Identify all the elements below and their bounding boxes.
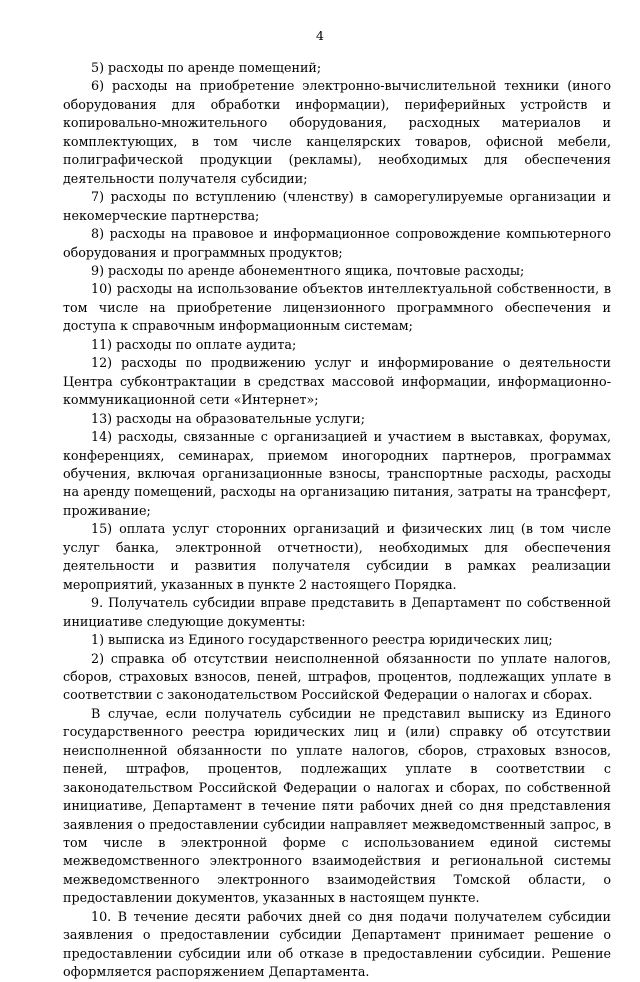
paragraph-item-15: 15) оплата услуг сторонних организаций и физических лиц (в том числе услуг банка, электронной отчетности), необходимых для обеспечения деятельности и развития получателя субсидии в рамках реализации мероприятий, указанных в пункте 2 настоящего Порядка. (63, 521, 611, 592)
paragraph-doc-2: 2) справка об отсутствии неисполненной обязанности по уплате налогов, сборов, страховых взносов, пеней, штрафов, процентов, подлежащих уплате в соответствии с законодательством Российской Федерации о налогах и сборах. (63, 650, 611, 703)
paragraph-item-10: 10) расходы на использование объектов интеллектуальной собственности, в том числе на приобретение лицензионного программного обеспечения и доступа к справочным информационным системам; (63, 281, 611, 334)
paragraph-item-7: 7) расходы по вступлению (членству) в саморегулируемые организации и некомерческие партнерства; (63, 189, 611, 223)
paragraph-doc-1: 1) выписка из Единого государственного реестра юридических лиц; (91, 632, 553, 648)
paragraph-clause-10: 10. В течение десяти рабочих дней со дня подачи получателем субсидии заявления о предоставлении субсидии Департамент принимает решение о предоставлении субсидии или об отказе в предоставлении субсидии. Решение оформляется распоряжением Департамента. (63, 908, 611, 980)
page-number: 4 (316, 28, 324, 43)
paragraph-item-11: 11) расходы по оплате аудита; (91, 336, 297, 352)
paragraph-item-14: 14) расходы, связанные с организацией и участием в выставках, форумах, конференциях, семинарах, приемом иногородних партнеров, программах обучения, включая организационные взносы, транспортные расходы, расходы на аренду помещений, расходы на организацию питания, затраты на трансферт, проживание; (63, 429, 611, 518)
document-body (63, 59, 611, 982)
paragraph-item-13: 13) расходы на образовательные услуги; (91, 410, 366, 426)
paragraph-item-12: 12) расходы по продвижению услуг и информирование о деятельности Центра субконтрактации в средствах массовой информации, информационно-коммуникационной сети «Интернет»; (63, 355, 611, 408)
paragraph-interagency-request: В случае, если получатель субсидии не представил выписку из Единого государственного реестра юридических лиц и (или) справку об отсутствии неисполненной обязанности по уплате налогов, сборов, страховых взносов, пеней, штрафов, процентов, подлежащих уплате в соответствии с законодательством Российской Федерации о налогах и сборах, по собственной инициативе, Департамент в течение пяти рабочих дней со дня представления заявления о предоставлении субсидии направляет межведомственный запрос, в том числе в электронной форме с использованием единой системы межведомственного электронного взаимодействия и региональной системы межведомственного электронного взаимодействия Томской области, о предоставлении документов, указанных в настоящем пункте. (63, 705, 611, 906)
paragraph-item-9: 9) расходы по аренде абонементного ящика, почтовые расходы; (91, 262, 525, 278)
paragraph-item-8: 8) расходы на правовое и информационное сопровождение компьютерного оборудования и программных продуктов; (63, 226, 611, 260)
paragraph-item-5: 5) расходы по аренде помещений; (91, 60, 322, 75)
paragraph-clause-9: 9. Получатель субсидии вправе представить в Департамент по собственной инициативе следующие документы: (63, 595, 611, 629)
paragraph-item-6: 6) расходы на приобретение электронно-вычислительной техники (иного оборудования для обработки информации), периферийных устройств и копировально-множительного оборудования, расходных материалов и комплектующих, в том числе канцелярских товаров, офисной мебели, полиграфической продукции (рекламы), необходимых для обеспечения деятельности получателя субсидии; (63, 78, 611, 186)
